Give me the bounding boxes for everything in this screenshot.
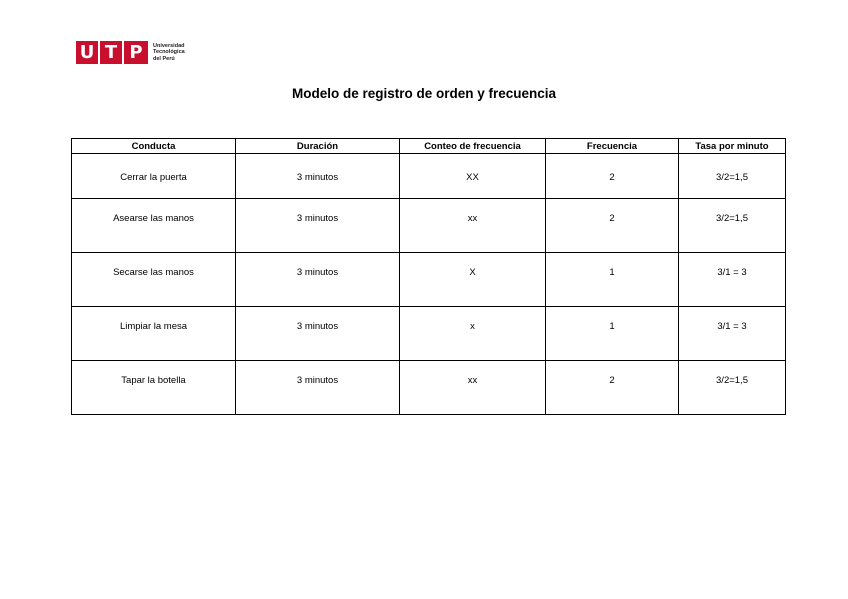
table-row <box>72 253 786 307</box>
header-frecuencia: Frecuencia <box>546 139 679 154</box>
cell-frecuencia: 2 <box>546 154 679 199</box>
cell-frecuencia: 1 <box>546 253 679 307</box>
cell-conducta: Tapar la botella <box>72 361 236 415</box>
logo-line-1: Universidad <box>153 43 185 50</box>
cell-frecuencia: 1 <box>546 307 679 361</box>
cell-tasa: 3/1 = 3 <box>679 307 786 361</box>
frequency-record-table <box>71 138 786 415</box>
header-conteo: Conteo de frecuencia <box>400 139 546 154</box>
cell-frecuencia: 2 <box>546 199 679 253</box>
cell-conducta: Secarse las manos <box>72 253 236 307</box>
logo-letter-p: P <box>124 41 148 64</box>
cell-conducta: Cerrar la puerta <box>72 154 236 199</box>
cell-tasa: 3/2=1,5 <box>679 361 786 415</box>
header-conducta: Conducta <box>72 139 236 154</box>
cell-conteo: x <box>400 307 546 361</box>
cell-duracion: 3 minutos <box>236 199 400 253</box>
utp-logo-mark <box>76 41 148 64</box>
logo-line-2: Tecnológica <box>153 49 185 56</box>
logo-letter-t: T <box>100 41 122 64</box>
cell-conteo: X <box>400 253 546 307</box>
cell-conteo: XX <box>400 154 546 199</box>
header-duracion: Duración <box>236 139 400 154</box>
cell-conteo: xx <box>400 199 546 253</box>
cell-conducta: Limpiar la mesa <box>72 307 236 361</box>
logo-line-3: del Perú <box>153 55 175 62</box>
cell-tasa: 3/2=1,5 <box>679 199 786 253</box>
cell-duracion: 3 minutos <box>236 361 400 415</box>
utp-logo <box>76 41 185 64</box>
cell-tasa: 3/1 = 3 <box>679 253 786 307</box>
page-title: Modelo de registro de orden y frecuencia <box>291 86 557 101</box>
cell-conducta: Asearse las manos <box>72 199 236 253</box>
header-tasa: Tasa por minuto <box>679 139 786 154</box>
cell-frecuencia: 2 <box>546 361 679 415</box>
table-row <box>72 307 786 361</box>
logo-wordmark <box>153 43 185 62</box>
logo-letter-u: U <box>76 41 98 64</box>
cell-conteo: xx <box>400 361 546 415</box>
cell-tasa: 3/2=1,5 <box>679 154 786 199</box>
cell-duracion: 3 minutos <box>236 253 400 307</box>
cell-duracion: 3 minutos <box>236 154 400 199</box>
table-row <box>72 154 786 199</box>
table-row <box>72 199 786 253</box>
cell-duracion: 3 minutos <box>236 307 400 361</box>
table-row <box>72 361 786 415</box>
table-header-row <box>72 139 786 154</box>
